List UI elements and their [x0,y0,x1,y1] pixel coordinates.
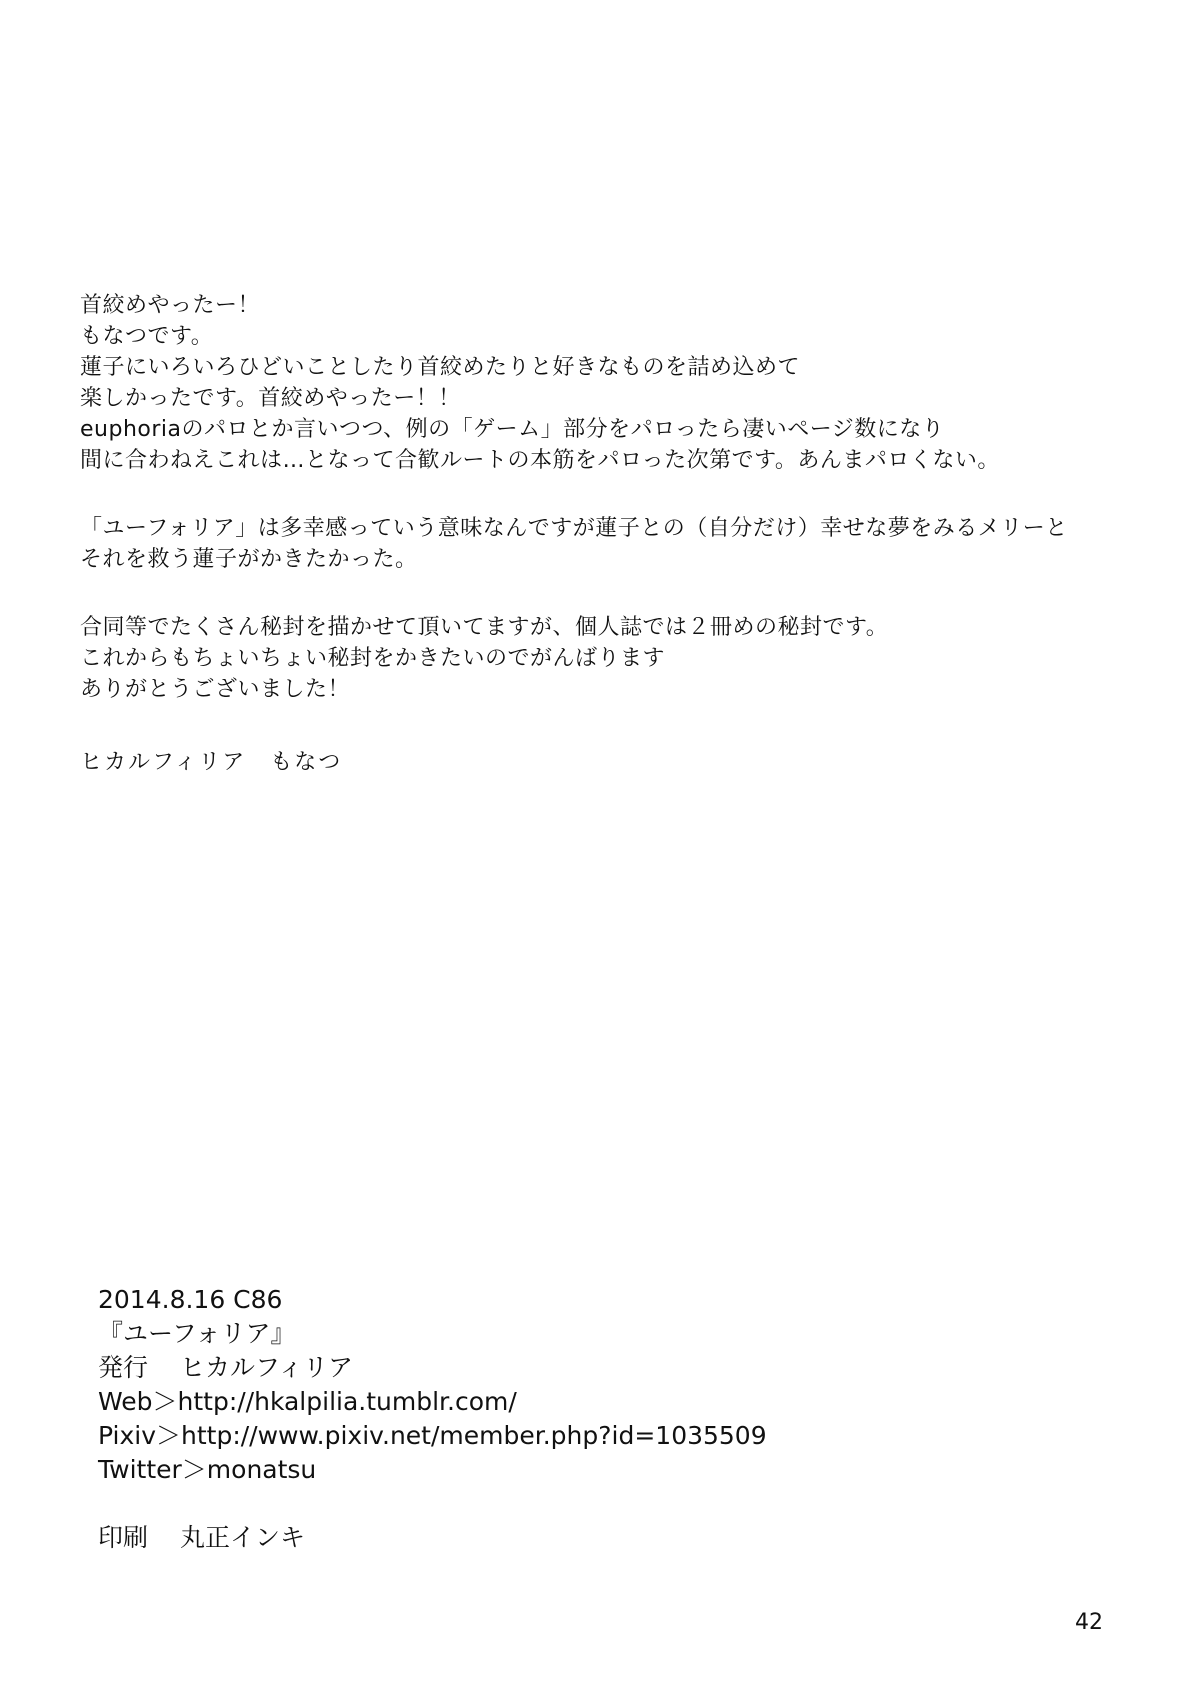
page-number: 42 [1075,1610,1103,1635]
publisher-label: 発行 [98,1353,149,1382]
author-signature: ヒカルフィリア もなつ [80,750,343,775]
afterword-line: 首絞めやったー！ [80,293,261,318]
afterword-line: もなつです。 [80,324,214,349]
pixiv-url: http://www.pixiv.net/member.php?id=1035509 [181,1421,767,1450]
printer-label: 印刷 [98,1523,149,1552]
colophon-title: 『ユーフォリア』 [98,1319,296,1348]
afterword-line: これからもちょいちょい秘封をかきたいのでがんばります [80,646,666,671]
colophon-web-row [98,1385,998,1419]
web-url: http://hkalpilia.tumblr.com/ [177,1387,517,1416]
afterword [80,290,1180,705]
afterword-line: それを救う蓮子がかきたかった。 [80,547,418,572]
pixiv-label: Pixiv＞ [98,1421,182,1450]
colophon [98,1283,998,1487]
afterword-line: 合同等でたくさん秘封を描かせて頂いてますが、個人誌では２冊めの秘封です。 [80,615,889,640]
publisher-name: ヒカルフィリア [180,1353,354,1382]
afterword-line: ありがとうございました！ [80,677,351,702]
afterword-line: 楽しかったです。首絞めやったー！！ [80,386,461,411]
colophon-date-event: 2014.8.16 C86 [98,1285,283,1314]
afterword-paragraph-1 [80,290,1180,476]
printer-name: 丸正インキ [180,1523,306,1552]
web-label: Web＞ [98,1387,178,1416]
afterword-line: 「ユーフォリア」は多幸感っていう意味なんですが蓮子との（自分だけ）幸せな夢をみるメリーと [80,516,1068,541]
afterword-paragraph-2 [80,513,1180,575]
afterword-paragraph-3 [80,612,1180,705]
afterword-line: 間に合わねえこれは…となって合歓ルートの本筋をパロった次第です。あんまパロくない。 [80,448,1000,473]
twitter-handle: monatsu [206,1455,317,1484]
colophon-pixiv-row [98,1419,998,1453]
afterword-line: 蓮子にいろいろひどいことしたり首絞めたりと好きなものを詰め込めて [80,355,801,380]
colophon-twitter-row [98,1453,998,1487]
twitter-label: Twitter＞ [98,1455,207,1484]
afterword-line: euphoriaのパロとか言いつつ、例の「ゲーム」部分をパロったら凄いページ数になり [80,417,945,442]
colophon-publisher-row [98,1351,998,1385]
colophon-printer-row [98,1521,305,1555]
